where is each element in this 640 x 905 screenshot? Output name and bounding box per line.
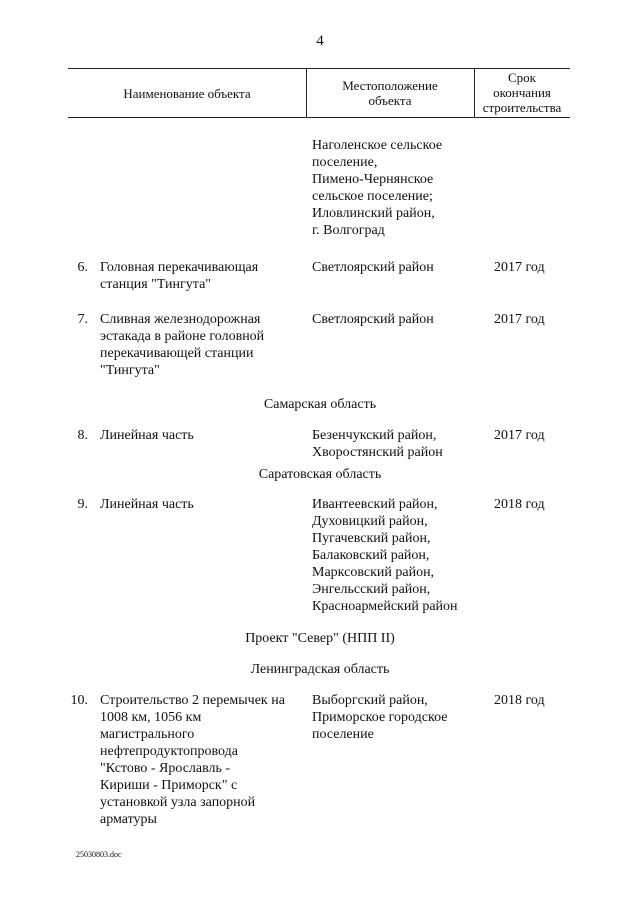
row-number: 10. bbox=[70, 693, 88, 708]
object-location: Ивантеевский район, Духовицкий район, Пугачевский район, Балаковский район, Марксовский район, Энгельсский район, Красноармейский район bbox=[312, 497, 458, 614]
table-header-bottom-rule bbox=[68, 117, 570, 118]
column-header-name: Наименование объекта bbox=[123, 86, 251, 101]
section-heading-project-sever: Проект "Север" (НПП II) bbox=[245, 631, 395, 646]
completion-year: 2018 год bbox=[494, 693, 545, 708]
location-continuation: Наголенское сельское поселение, Пимено-Чернянское сельское поселение; Иловлинский район, г. Волгоград bbox=[312, 138, 443, 238]
object-name: Линейная часть bbox=[100, 497, 194, 512]
section-heading-saratov: Саратовская область bbox=[258, 467, 382, 482]
file-name-footer: 25030803.doc bbox=[76, 850, 122, 859]
object-location: Безенчукский район, Хворостянский район bbox=[312, 428, 443, 460]
object-location: Светлоярский район bbox=[312, 312, 434, 327]
completion-year: 2018 год bbox=[494, 497, 545, 512]
section-heading-leningrad: Ленинградская область bbox=[250, 662, 390, 677]
row-number: 9. bbox=[77, 497, 88, 512]
page-number: 4 bbox=[316, 33, 324, 49]
completion-year: 2017 год bbox=[494, 428, 545, 443]
object-location: Светлоярский район bbox=[312, 260, 434, 275]
object-name: Линейная часть bbox=[100, 428, 194, 443]
completion-year: 2017 год bbox=[494, 312, 545, 327]
row-number: 8. bbox=[77, 428, 88, 443]
table-header-top-rule bbox=[68, 68, 570, 69]
object-name: Сливная железнодорожная эстакада в районе головной перекачивающей станции "Тингута" bbox=[100, 312, 265, 378]
section-heading-samara: Самарская область bbox=[263, 397, 377, 412]
row-number: 7. bbox=[77, 312, 88, 327]
column-header-location: Местоположение объекта bbox=[342, 78, 438, 108]
column-header-deadline: Срок окончания строительства bbox=[482, 70, 562, 115]
object-location: Выборгский район, Приморское городское поселение bbox=[312, 693, 448, 742]
object-name: Строительство 2 перемычек на 1008 км, 1056 км магистрального нефтепродуктопровода "Кстово - Ярославль - Кириши - Приморск" с установкой узла запорной арматуры bbox=[100, 693, 285, 827]
row-number: 6. bbox=[77, 260, 88, 275]
object-name: Головная перекачивающая станция "Тингута" bbox=[100, 260, 259, 292]
completion-year: 2017 год bbox=[494, 260, 545, 275]
